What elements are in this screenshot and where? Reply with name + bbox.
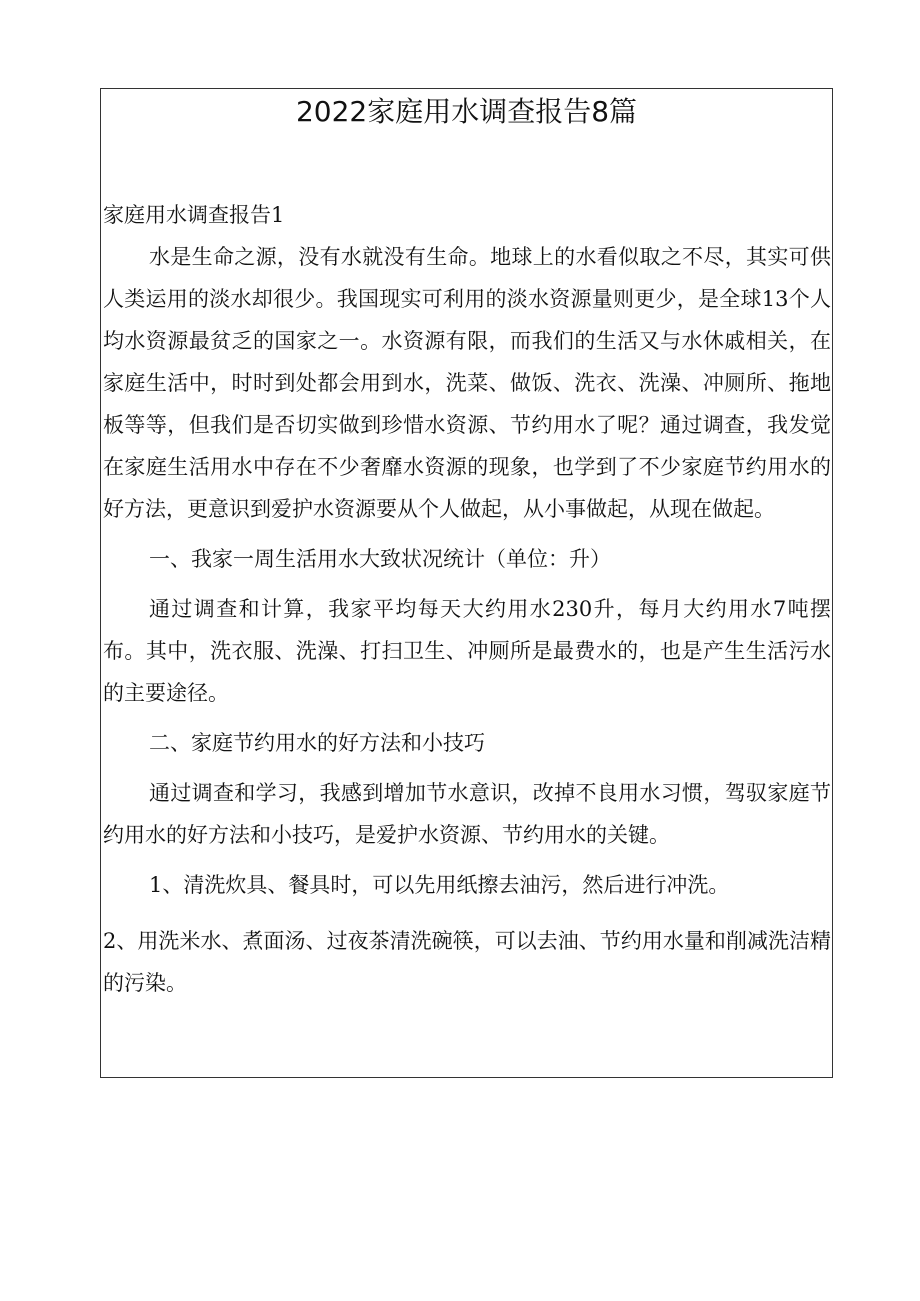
document-title: 2022家庭用水调查报告8篇 [295, 95, 638, 128]
heading-water-usage-stats: 一、我家一周生活用水大致状况统计（单位：升） [149, 547, 611, 571]
document-body [103, 194, 831, 1004]
paragraph-stats: 通过调查和计算，我家平均每天大约用水230升，每月大约用水7吨摆布。其中，洗衣服、洗澡、打扫卫生、冲厕所是最费水的，也是产生生活污水的主要途径。 [103, 597, 831, 705]
paragraph-methods-intro: 通过调查和学习，我感到增加节水意识，改掉不良用水习惯，驾驭家庭节约用水的好方法和小技巧，是爱护水资源、节约用水的关键。 [103, 781, 831, 847]
tip-1: 1、清洗炊具、餐具时，可以先用纸擦去油污，然后进行冲洗。 [149, 873, 730, 897]
tip-2: 2、用洗米水、煮面汤、过夜茶清洗碗筷，可以去油、节约用水量和削减洗洁精的污染。 [103, 929, 831, 995]
heading-saving-methods: 二、家庭节约用水的好方法和小技巧 [149, 731, 485, 755]
paragraph-intro: 水是生命之源，没有水就没有生命。地球上的水看似取之不尽，其实可供人类运用的淡水却很少。我国现实可利用的淡水资源量则更少，是全球13个人均水资源最贫乏的国家之一。水资源有限，而我们的生活又与水休戚相关，在家庭生活中，时时到处都会用到水，洗菜、做饭、洗衣、洗澡、冲厕所、拖地板等等，但我们是否切实做到珍惜水资源、节约用水了呢？通过调查，我发觉在家庭生活用水中存在不少奢靡水资源的现象，也学到了不少家庭节约用水的好方法，更意识到爱护水资源要从个人做起，从小事做起，从现在做起。 [103, 245, 831, 521]
section-heading: 家庭用水调查报告1 [103, 203, 285, 227]
